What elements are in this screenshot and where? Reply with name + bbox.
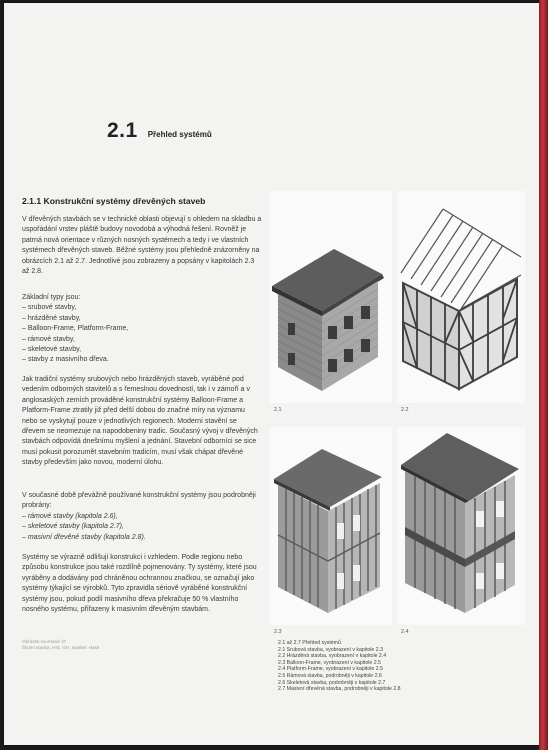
list-item: – rámové stavby, [22, 335, 75, 343]
chapter-number: 2.1 [107, 119, 138, 142]
figure-platform-frame [397, 427, 525, 625]
figure-number: 2.1 [274, 407, 282, 413]
footnote-line: Školní stavba, HIS, GH, stavitel: Hase [22, 645, 100, 651]
figure-balloon-frame [270, 427, 392, 625]
figure-number: 2.4 [401, 629, 409, 635]
list-intro: V současné době převážně používané konstrukční systémy jsou podrobněji probrány: [22, 492, 256, 510]
caption-item: 2.1 Srubová stavba, vyobrazení v kapitole 2.3 [278, 646, 383, 653]
caption-title: 2.1 až 2.7 Přehled systémů [278, 640, 341, 646]
list-item: – rámové stavby (kapitola 2.6), [22, 512, 118, 520]
paragraph-intro [22, 215, 262, 277]
paragraph-text: Jak tradiční systémy srubových nebo hrázděných staveb, vyráběné pod vedením odborných stavitelů a s řemeslnou dovedností, tak i v zámoří a v anglosaských zemích prováděné konstrukční systémy Balloon-Frame a Platform-Frame ztratily již před delší dobou do značné míry na významu nebo se vyskytují pouze v jednotlivých regionech. Moderní stavění se dřevem se neomezuje na napodobeniny tradic. Současný vývoj v dřevěných stavbách odpovídá dnešnímu myšlení a jednání. Stavební odborníci se sice musí pokusit porozumět stavebním tradicím, musí však chápat dřevěné stavby především jako novou, moderní úlohu. [22, 376, 258, 467]
figure-log-house [270, 191, 392, 403]
current-systems-list [22, 491, 262, 543]
footnote-line: Obrázek na straně 37 [22, 639, 67, 644]
chapter-header [107, 119, 212, 143]
paragraph-text: Systémy se výrazně odlišují konstrukcí i vzhledem. Podle regionu nebo způsobu konstrukce jsou také rozdílně pojmenovány. Ty systémy, které jsou vyráběny a dodávány pod chráněnou ochrannou značkou, se označují jako systémy týkající se výrobků. Tyto zpravidla sériově vyráběné konstrukční systémy jsou, pokud podíl masivního dřeva překračuje 50 % vlastního nosného systému, přiřazeny k masivním dřevěným stavbám. [22, 554, 257, 614]
footnote [22, 639, 222, 651]
list-item: – hrázděné stavby, [22, 314, 81, 322]
list-intro: Základní typy jsou: [22, 294, 81, 301]
list-item: – Balloon-Frame, Platform-Frame, [22, 325, 129, 333]
chapter-title: Přehled systémů [147, 130, 212, 139]
caption-item: 2.4 Platform-Frame, vyobrazení v kapitole 2.5 [278, 666, 383, 673]
caption-item: 2.3 Balloon-Frame, vyobrazení v kapitole 2.5 [278, 659, 381, 666]
caption-item: 2.7 Masivní dřevěná stavba, podrobněji v kapitole 2.8 [278, 686, 401, 693]
figure-number: 2.2 [401, 407, 409, 413]
paragraph-history [22, 375, 262, 469]
paragraph-text: V dřevěných stavbách se v technické oblasti objevují s ohledem na skladbu a uspořádání vrstev pláště budovy novodobá a výhodná řešení. Rovněž je patrná nová orientace v různých nosných systémech a tedy i ve vlastních systémech dřevěných staveb. Běžné systémy jsou přehledně znázorněny na obrázcích 2.1 až 2.7. Jednotlivé jsou zobrazeny a popsány v kapitolách 2.3 až 2.8. [22, 216, 262, 276]
list-item: – skeletové stavby, [22, 346, 82, 354]
caption-item: 2.6 Skeletová stavba, podrobněji v kapitole 2.7 [278, 679, 386, 686]
section-title: 2.1.1 Konstrukční systémy dřevěných staveb [22, 196, 206, 206]
figure-number: 2.3 [274, 629, 282, 635]
list-item: – masivní dřevěné stavby (kapitola 2.8). [22, 533, 146, 541]
list-item: – srubové stavby, [22, 304, 77, 312]
figure-captions [278, 640, 518, 693]
book-page [4, 3, 539, 745]
caption-item: 2.2 Hrázděná stavba, vyobrazení v kapitole 2.4 [278, 653, 387, 660]
paragraph-systems [22, 553, 262, 615]
list-item: – stavby z masivního dřeva. [22, 356, 109, 364]
book-cover-edge [539, 0, 548, 750]
figure-half-timbered-house [397, 191, 525, 403]
caption-item: 2.5 Rámová stavba, podrobněji v kapitole 2.6 [278, 672, 382, 679]
types-list [22, 293, 262, 366]
list-item: – skeletové stavby (kapitola 2.7), [22, 523, 124, 531]
